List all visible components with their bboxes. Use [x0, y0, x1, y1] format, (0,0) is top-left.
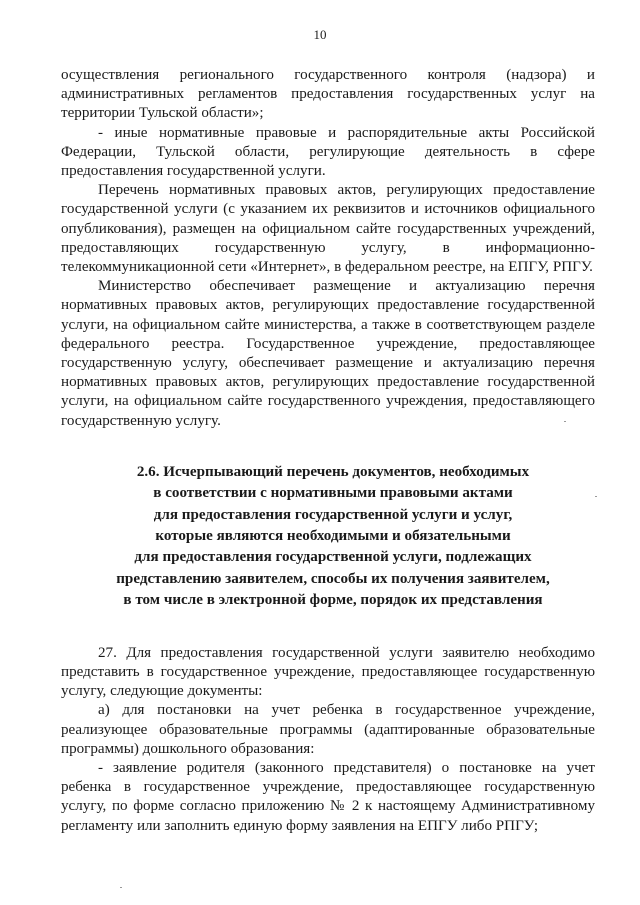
paragraphs-bottom — [61, 644, 595, 836]
body-paragraph: Перечень нормативных правовых актов, регулирующих предоставление государственной услуги (с указанием их реквизитов и источников официального опубликования), размещен на официальном сайте государственных учреждений, предоставляющих государственную услугу, в информационно-телекоммуникационной сети «Интернет», в федеральном реестре, на ЕПГУ, РПГУ. — [61, 182, 595, 276]
section-heading-line: в том числе в электронной форме, порядок их представления — [123, 592, 543, 609]
scan-speck — [595, 496, 597, 497]
section-heading-line: которые являются необходимыми и обязательными — [155, 528, 511, 545]
body-paragraph: Министерство обеспечивает размещение и актуализацию перечня нормативных правовых актов, регулирующих предоставление государственной услуги, на официальном сайте министерства, а также в соответствующем разделе федерального реестра. Государственное учреждение, предоставляющее государственную услугу, обеспечивает размещение и актуализацию перечня нормативных правовых актов, регулирующих предоставление государственной услуги, на официальном сайте государственного учреждения, предоставляющего государственную услугу. — [61, 278, 595, 429]
body-paragraph: - иные нормативные правовые и распорядительные акты Российской Федерации, Тульской области, регулирующие деятельность в сфере предоставления государственной услуги. — [61, 124, 595, 180]
section-heading-line: для предоставления государственной услуги, подлежащих — [134, 549, 532, 566]
body-paragraph: а) для постановки на учет ребенка в государственное учреждение, реализующее образовательные программы (адаптированные образовательные программы) дошкольного образования: — [61, 702, 595, 757]
scan-speck — [564, 421, 566, 422]
body-paragraph: осуществления регионального государственного контроля (надзора) и административных регламентов предоставления государственных услуг на территории Тульской области»; — [61, 67, 595, 122]
section-heading-line: для предоставления государственной услуги и услуг, — [153, 506, 513, 523]
scan-speck — [120, 887, 122, 888]
section-heading — [61, 462, 595, 612]
body-paragraph: 27. Для предоставления государственной услуги заявителю необходимо представить в государственное учреждение, предоставляющее государственную услугу, следующие документы: — [61, 644, 595, 700]
paragraphs-top — [61, 66, 595, 431]
document-body — [61, 66, 595, 836]
section-heading-line: в соответствии с нормативными правовыми актами — [153, 485, 513, 502]
page-number: 10 — [313, 27, 327, 42]
body-paragraph: - заявление родителя (законного представителя) о постановке на учет ребенка в государственное учреждение, предоставляющее государственную услугу, по форме согласно приложению № 2 к настоящему Административному регламенту или заполнить единую форму заявления на ЕПГУ либо РПГУ; — [61, 759, 595, 834]
section-heading-line: 2.6. Исчерпывающий перечень документов, необходимых — [136, 463, 530, 480]
section-heading-line: представлению заявителем, способы их получения заявителем, — [116, 570, 550, 587]
